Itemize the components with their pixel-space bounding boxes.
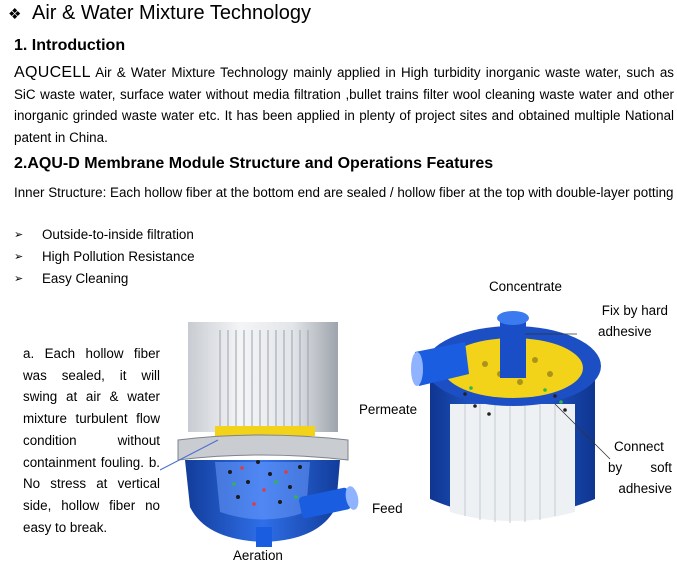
section-title (8, 2, 311, 25)
aeration-pipe (256, 527, 272, 547)
fix-label-line: adhesive (598, 324, 652, 339)
intro-text: Air & Water Mixture Technology mainly applied in High turbidity inorganic waste water, such as SiC waste water, surface water without media filtration ,bullet trains filter wool cleaning waste water and other inorganic grinded waste water etc. It has been applied in plenty of project sites and obtained multiple National patent in China. (14, 65, 674, 145)
section-title-text: Air & Water Mixture Technology (32, 2, 311, 24)
brand-name: AQUCELL (14, 64, 91, 81)
feature-item (14, 246, 195, 268)
feature-label: Easy Cleaning (42, 271, 129, 286)
arrowhead-icon: ➢ (14, 251, 24, 263)
feed-label: Feed (372, 501, 403, 516)
module-shell (188, 322, 338, 432)
intro-paragraph (14, 62, 674, 148)
intro-heading: 1. Introduction (14, 37, 126, 54)
aeration-label: Aeration (233, 548, 283, 563)
sealed-fiber-ends (215, 426, 315, 436)
feature-label: Outside-to-inside filtration (42, 227, 194, 242)
fiber-note: a. Each hollow fiber was sealed, it will swing at air & water mixture turbulent flow condition without containment fouling. b. No stress at vertical side, hollow fiber no easy to break. (23, 346, 160, 535)
connect-label-line: adhesive (618, 481, 672, 496)
inner-structure-text: Inner Structure: Each hollow fiber at the bottom end are sealed / hollow fiber at the top with double-layer potting (14, 185, 674, 200)
concentrate-label: Concentrate (489, 279, 562, 294)
permeate-label: Permeate (359, 402, 418, 417)
module-bottom-illustration (160, 322, 400, 547)
feature-list (14, 224, 195, 290)
fix-label (582, 300, 668, 342)
connect-label-line: by soft (608, 460, 672, 475)
fix-label-line: Fix by hard (601, 303, 668, 318)
four-diamond-icon: ❖ (8, 6, 22, 23)
connect-label-line: Connect (614, 439, 664, 454)
connect-label (608, 436, 672, 499)
arrowhead-icon: ➢ (14, 273, 24, 285)
feature-label: High Pollution Resistance (42, 249, 195, 264)
arrowhead-icon: ➢ (14, 229, 24, 241)
concentrate-outlet (500, 318, 526, 378)
inner-chamber (450, 404, 575, 521)
structure-heading: 2.AQU-D Membrane Module Structure and Operations Features (14, 155, 494, 172)
feature-item (14, 224, 195, 246)
feature-item (14, 268, 195, 290)
